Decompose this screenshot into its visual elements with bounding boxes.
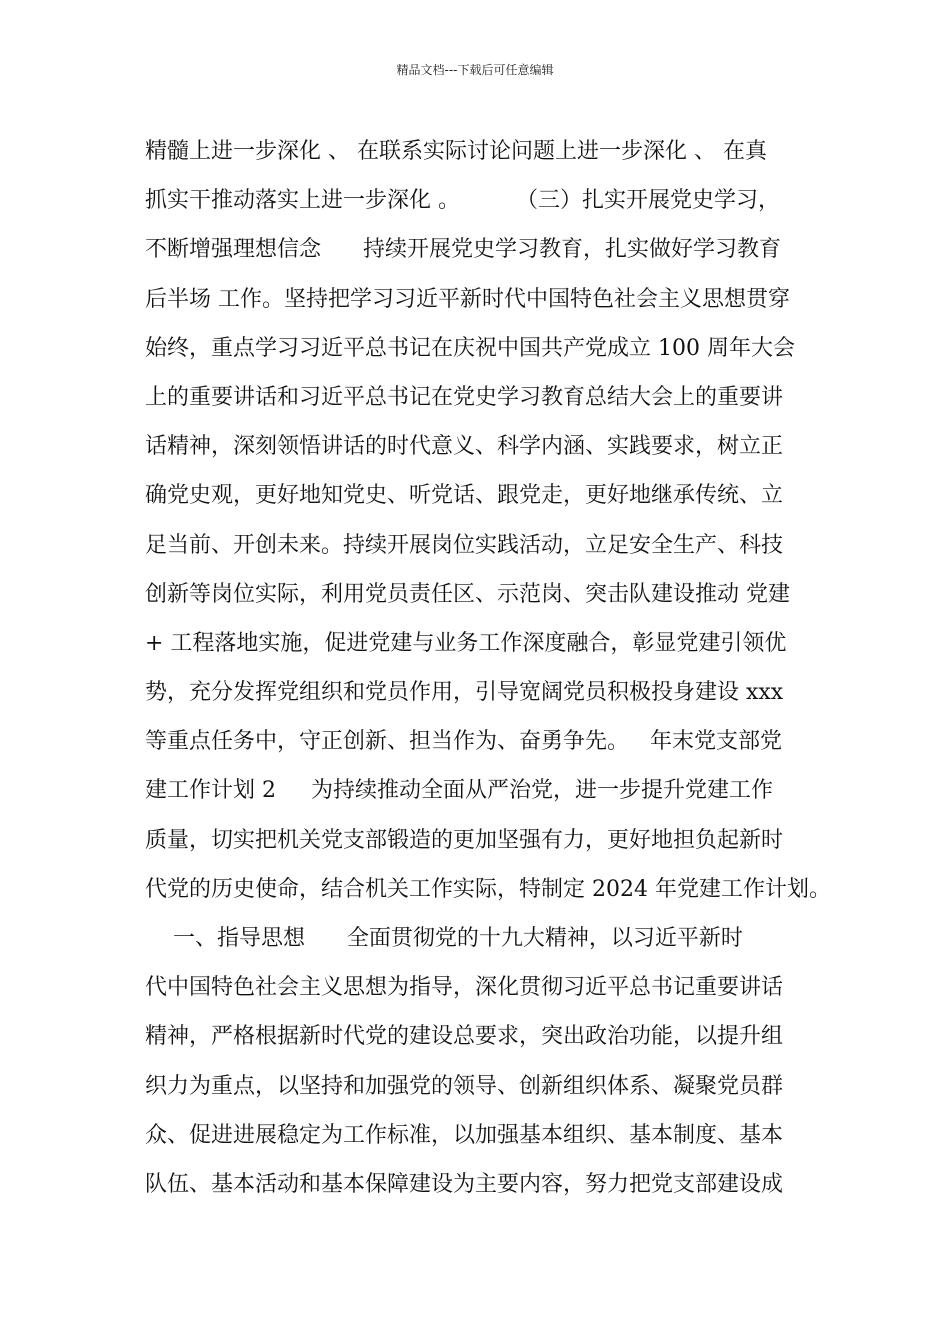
text-line: 上的重要讲话和习近平总书记在党史学习教育总结大会上的重要讲 <box>145 384 784 410</box>
text-line: 话精神，深刻领悟讲话的时代意义、科学内涵、实践要求，树立正 <box>145 434 784 460</box>
text-line: + 工程落地实施，促进党建与业务工作深度融合，彰显党建引领优 <box>145 630 787 656</box>
text-line: 足当前、开创未来。持续开展岗位实践活动，立足安全生产、科技 <box>145 532 784 558</box>
text-line: 代中国特色社会主义思想为指导，深化贯彻习近平总书记重要讲话 <box>145 975 784 1001</box>
text-line: 创新等岗位实际，利用党员责任区、示范岗、突击队建设推动 党建 <box>145 581 790 607</box>
text-line: 势，充分发挥党组织和党员作用，引导宽阔党员积极投身建设 xxx <box>145 680 784 706</box>
text-line: 建工作计划 2 为持续推动全面从严治党，进一步提升党建工作 <box>145 778 773 804</box>
text-line: 织力为重点，以坚持和加强党的领导、创新组织体系、凝聚党员群 <box>145 1073 784 1099</box>
document-body <box>145 132 831 1214</box>
page-header: 精品文档---下载后可任意编辑 <box>396 63 554 77</box>
text-line: 确党史观，更好地知党史、听党话、跟党走，更好地继承传统、立 <box>145 483 784 509</box>
text-line: 始终，重点学习习近平总书记在庆祝中国共产党成立 100 周年大会 <box>145 335 795 361</box>
text-line: 队伍、基本活动和基本保障建设为主要内容，努力把党支部建设成 <box>145 1171 784 1197</box>
text-line: 不断增强理想信念 持续开展党史学习教育，扎实做好学习教育 <box>145 237 781 263</box>
text-line: 精髓上进一步深化 、 在联系实际讨论问题上进一步深化 、 在真 <box>145 139 767 164</box>
text-line: 等重点任务中，守正创新、担当作为、奋勇争先。 年末党支部党 <box>145 729 782 755</box>
text-line: 抓实干推动落实上进一步深化 。 （三）扎实开展党史学习， <box>145 188 780 214</box>
text-line: 众、促进进展稳定为工作标准，以加强基本组织、基本制度、基本 <box>145 1122 784 1148</box>
text-line: 代党的历史使命，结合机关工作实际，特制定 2024 年党建工作计划。 <box>145 876 831 902</box>
text-line: 精神，严格根据新时代党的建设总要求，突出政治功能，以提升组 <box>145 1024 784 1050</box>
text-line: 质量，切实把机关党支部锻造的更加坚强有力，更好地担负起新时 <box>145 827 784 853</box>
text-line: 后半场 工作。坚持把学习习近平新时代中国特色社会主义思想贯穿 <box>145 286 790 312</box>
text-line: 一、指导思想 全面贯彻党的十九大精神，以习近平新时 <box>145 926 743 951</box>
